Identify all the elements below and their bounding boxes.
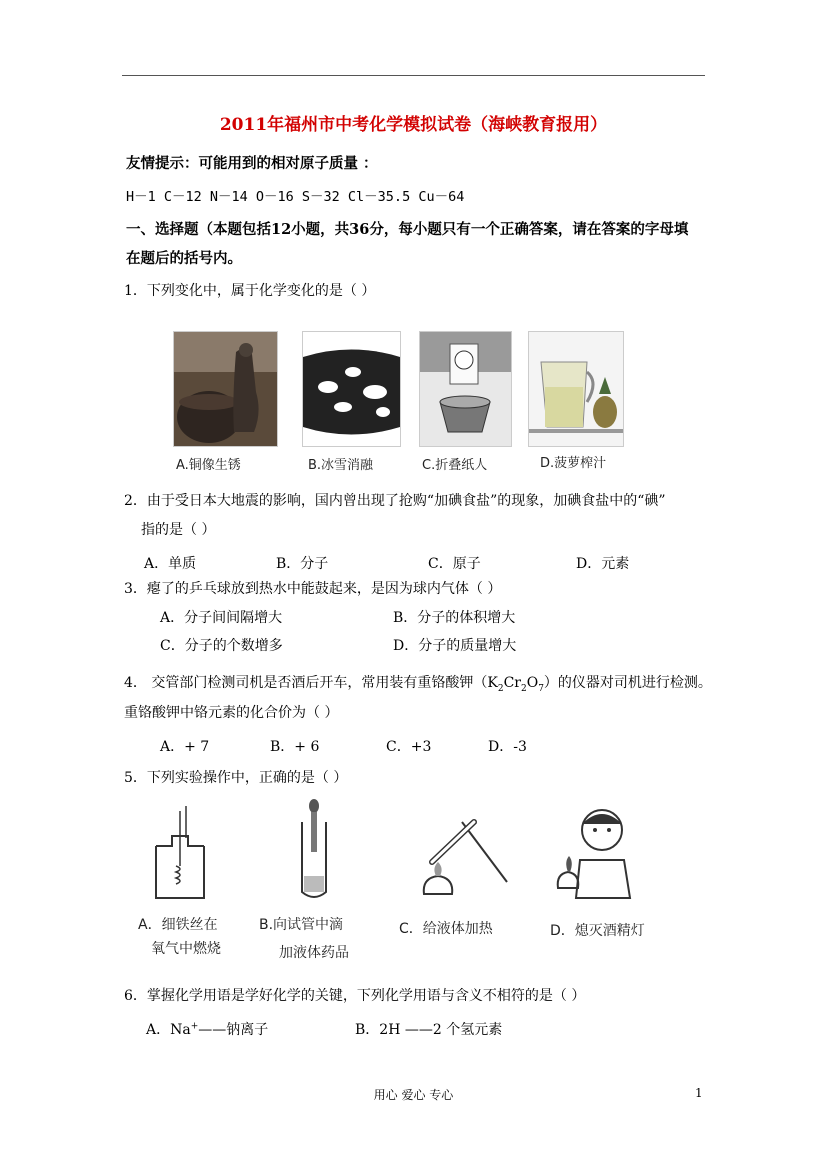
q3-stem: 3．瘪了的乒乓球放到热水中能鼓起来，是因为球内气体（ ） [124, 581, 502, 597]
q2-stem-line2: 指的是（ ） [141, 522, 216, 538]
q6-stem: 6．掌握化学用语是学好化学的关键，下列化学用语与含义不相符的是（ ） [124, 988, 586, 1004]
q2-option-c: C．原子 [428, 556, 481, 572]
q6-option-a: A．Na+——钠离子 [146, 1021, 269, 1038]
dropper-tube-diagram [296, 796, 332, 902]
q5-caption-c: C．给液体加热 [399, 921, 493, 937]
q4-option-d: D．-3 [488, 739, 527, 755]
q5-caption-a2: 氧气中燃烧 [151, 941, 221, 957]
page-number: 1 [695, 1086, 703, 1100]
q5-stem: 5．下列实验操作中，正确的是（ ） [124, 770, 348, 786]
pineapple-juice-image [528, 331, 624, 447]
hint-line: 友情提示：可能用到的相对原子质量 ： [126, 155, 378, 172]
header-rule [122, 75, 705, 76]
q5-caption-b1: B.向试管中滴 [259, 917, 344, 933]
q5-caption-a1: A．细铁丝在 [138, 917, 218, 933]
footer-center: 用心 爱心 专心 [373, 1088, 454, 1102]
section1-heading-line1: 一、选择题（本题包括12小题，共36分，每小题只有一个正确答案，请在答案的字母填 [126, 221, 689, 238]
q4-stem-line1: 4． 交管部门检测司机是否酒后开车，常用装有重铬酸钾$(K_2Cr_2O_7)$的仪器对司机进行检测。 [124, 675, 712, 694]
iron-wire-burning-diagram [150, 806, 210, 902]
q1-caption-c: C.折叠纸人 [422, 458, 488, 473]
q3-option-d: D．分子的质量增大 [393, 638, 517, 654]
rusted-statue-image [173, 331, 278, 447]
q2-option-b: B．分子 [276, 556, 329, 572]
page-title: 2011年福州市中考化学模拟试卷（海峡教育报用） [219, 115, 608, 135]
extinguish-lamp-diagram [552, 800, 642, 900]
q6-option-b: B．2H ——2 个氢元素 [355, 1022, 503, 1038]
heating-liquid-diagram [412, 812, 512, 902]
melting-snow-image [302, 331, 401, 447]
q1-caption-a: A.铜像生锈 [176, 458, 241, 473]
q1-caption-d: D.菠萝榨汁 [540, 456, 607, 471]
q1-caption-b: B.冰雪消融 [308, 458, 374, 473]
q3-option-a: A．分子间间隔增大 [160, 610, 283, 626]
q5-caption-d: D．熄灭酒精灯 [550, 923, 645, 939]
atomic-masses: H－1 C－12 N－14 O－16 S－32 Cl－35.5 Cu－64 [126, 189, 465, 205]
q3-option-b: B．分子的体积增大 [393, 610, 516, 626]
q2-stem-line1: 2．由于受日本大地震的影响，国内曾出现了抢购“加碘食盐”的现象，加碘食盐中的“碘” [124, 493, 666, 509]
q4-option-b: B．+ 6 [270, 739, 320, 755]
section1-heading-line2: 在题后的括号内。 [126, 250, 242, 267]
q1-stem: 1．下列变化中，属于化学变化的是（ ） [124, 283, 376, 299]
q2-option-a: A．单质 [144, 556, 197, 572]
q5-caption-b2: 加液体药品 [279, 945, 349, 961]
q3-option-c: C．分子的个数增多 [160, 638, 283, 654]
q4-stem-line2: 重铬酸钾中铬元素的化合价为（ ） [124, 705, 339, 721]
q4-option-c: C．+3 [386, 739, 432, 755]
paper-figure-image [419, 331, 512, 447]
q2-option-d: D．元素 [576, 556, 630, 572]
q4-option-a: A．+ 7 [160, 739, 210, 755]
